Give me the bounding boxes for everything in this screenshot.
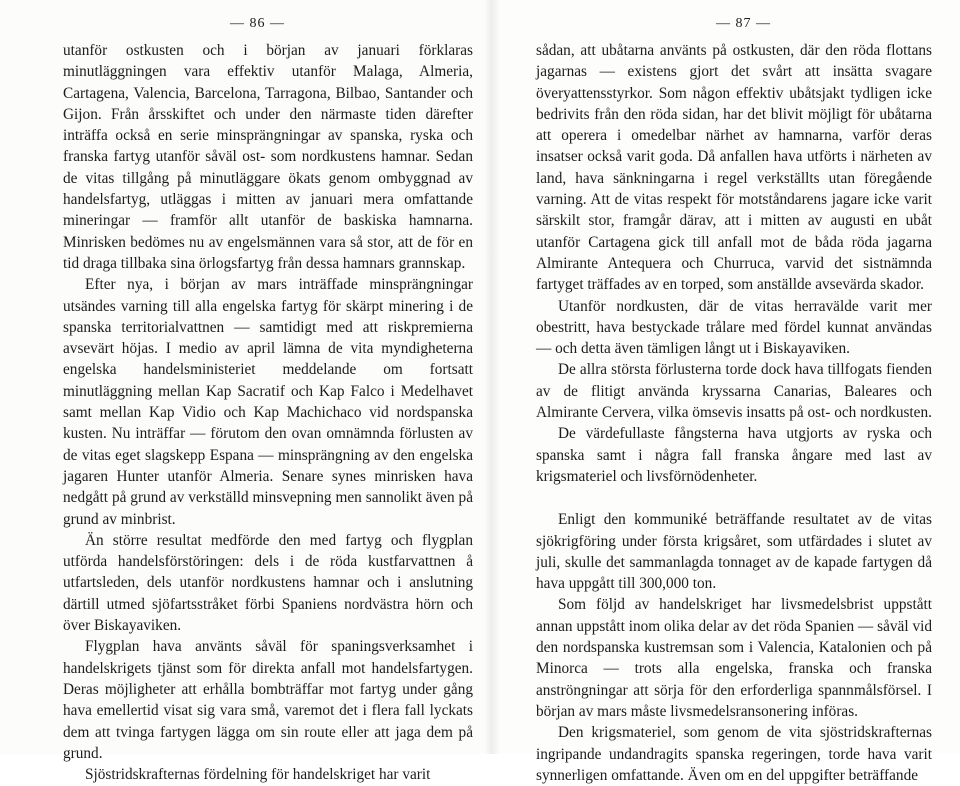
right-page-text bbox=[536, 40, 932, 786]
left-page-text bbox=[63, 40, 473, 785]
page-number-left: — 86 — bbox=[230, 16, 285, 31]
paragraph: Sjöstridskrafternas fördelning för handelskriget har varit bbox=[85, 766, 431, 784]
paragraph: Enligt den kommuniké beträffande resultatet av de vitas sjökrigföring under första krigsåret, som utfärdades i slutet av juli, skulle det sammanlagda tonnaget av de kapade fartygen då hava uppgått till 300,000 ton. bbox=[536, 511, 932, 593]
paragraph: Flygplan hava använts såväl för spaningsverksamhet i handelskrigets tjänst som för direkta anfall mot handelsfartygen. Deras möjligheter att erhålla bombträffar mot fartyg under gång hava emellertid visat sig vara små, varemot det i flera fall lyckats dem att tvinga fartygen lägga om sin route eller att jaga dem på grund. bbox=[63, 638, 473, 762]
right-page bbox=[492, 0, 960, 784]
book-gutter bbox=[484, 0, 500, 754]
page-number-right: — 87 — bbox=[716, 16, 771, 31]
paragraph: sådan, att ubåtarna använts på ostkusten, där den röda flottans jagarnas — existens gjort det svårt att insätta svagare överyattensstyrkor. Som någon effektiv ubåtsjakt tydligen icke bedrivits från den röda sidan, har det blivit möjligt för ubåtarna att operera i omedelbar närhet av hamnarna, varför deras insatser också varit goda. Då anfallen hava utförts i närheten av land, hava sänkningarna i regel verkställts utan föregående varning. Att de vitas respekt för motståndarens jagare icke varit särskilt stor, framgår därav, att i mitten av augusti en ubåt utanför Cartagena gick till anfall mot de båda röda jagarna Almirante Antequera och Churruca, varvid det sistnämnda fartyget träffades av en torped, som anställde avsevärda skador. bbox=[536, 42, 932, 294]
paragraph: Som följd av handelskriget har livsmedelsbrist uppstått annan uppstått inom olika delar av det röda Spanien — såväl vid den nordspanska kustremsan som i Valencia, Katalonien och på Minorca — trots alla engelska, franska och franska anströngningar att sörja för den erforderliga spannmålsförsel. I början av mars måste livsmedelsransonering införas. bbox=[536, 596, 932, 720]
paragraph: De värdefullaste fångsterna hava utgjorts av ryska och spanska samt i några fall franska ångare med last av krigsmateriel och livsförnödenheter. bbox=[536, 425, 932, 485]
paragraph: Än större resultat medförde den med fartyg och flygplan utförda handelsförstöringen: dels i de röda kustfarvattnen å utfartsleden, dels utanför nordkustens hamnar och i anslutning därtill utmed sjöfartsstråket förbi Spaniens nordvästra hörn och över Biskayaviken. bbox=[63, 531, 473, 635]
paragraph: Utanför nordkusten, där de vitas herravälde varit mer obestritt, hava bestyckade trålare med fördel kunnat användas — och detta även tämligen långt ut i Biskayaviken. bbox=[536, 297, 932, 358]
paragraph: Efter nya, i början av mars inträffade minsprängningar utsändes varning till alla engelska fartyg för skärpt minering i de spanska territorialvattnen — samtidigt med att riskpremierna avsevärt höjas. I medio av april lämna de vita myndigheterna engelska handelsministeriet meddelande om fortsatt minutläggning mellan Kap Sacratif och Kap Falco i Medelhavet samt mellan Kap Vidio och Kap Machichaco vid nordspanska kusten. Nu inträffar — förutom den ovan omnämnda förlusten av de vitas eget slagskepp Espana — minsprängning av den engelska jagaren Hunter utanför Almeria. Senare synes minrisken hava nedgått på grund av verkställd minsvepning men sannolikt även på grund av minbrist. bbox=[63, 276, 473, 528]
paragraph: utanför ostkusten och i början av januari förklaras minutläggningen vara effektiv utanför Malaga, Almeria, Cartagena, Valencia, Barcelona, Tarragona, Bilbao, Santander och Gijon. Från årsskiftet och under den närmaste tiden därefter inträffa också en serie minsprängningar av spanska, ryska och franska fartyg utanför såväl ost- som nordkustens hamnar. Sedan de vitas tillgång på minutläggare ökats genom ombyggnad av handelsfartyg, utläggas i mitten av januari mera omfattande mineringar — framför allt utanför de baskiska hamnarna. Minrisken bedömes nu av engelsmännen vara så stor, att de för en tid draga tillbaka sina örlogsfartyg från dessa hamnars grannskap. bbox=[63, 42, 473, 272]
paragraph: Den krigsmateriel, som genom de vita sjöstridskrafternas ingripande undandragits spanska regeringen, torde hava varit synnerligen omfattande. Även om en del uppgifter beträffande bbox=[536, 724, 932, 784]
paragraph: De allra största förlusterna torde dock hava tillfogats fienden av de flitigt använda kryssarna Canarias, Baleares och Almirante Cervera, vilka ömsevis insatts på ost- och nordkusten. bbox=[536, 361, 932, 422]
